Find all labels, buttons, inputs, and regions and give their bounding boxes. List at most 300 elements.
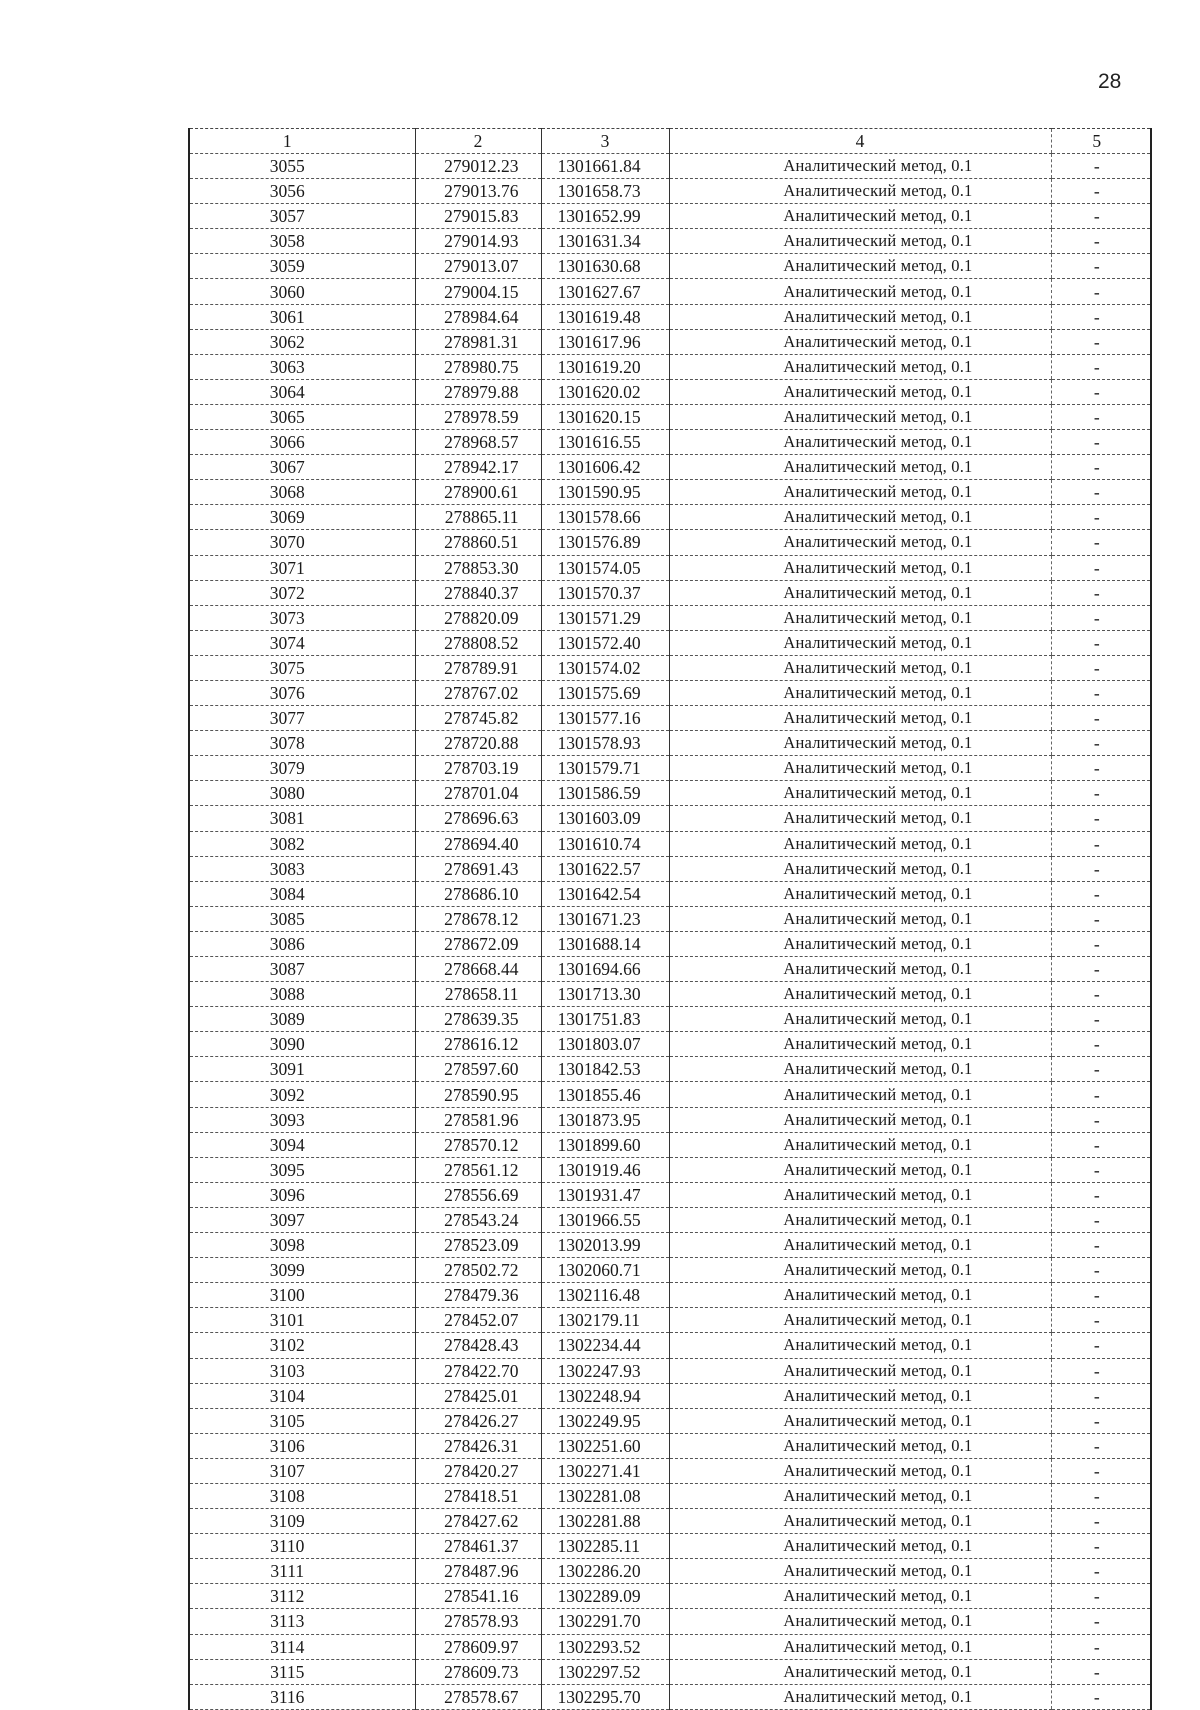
method-cell: Аналитический метод, 0.1 xyxy=(669,179,1051,204)
y-coordinate-cell: 1301966.55 xyxy=(541,1207,669,1232)
y-coordinate-cell: 1302013.99 xyxy=(541,1233,669,1258)
header-col-2: 2 xyxy=(415,129,541,154)
x-coordinate-cell: 278556.69 xyxy=(415,1182,541,1207)
note-cell: - xyxy=(1051,455,1151,480)
y-coordinate-cell: 1301575.69 xyxy=(541,680,669,705)
point-number-cell: 3084 xyxy=(189,881,415,906)
header-col-3: 3 xyxy=(541,129,669,154)
y-coordinate-cell: 1301620.02 xyxy=(541,379,669,404)
x-coordinate-cell: 278696.63 xyxy=(415,806,541,831)
x-coordinate-cell: 278426.31 xyxy=(415,1433,541,1458)
note-cell: - xyxy=(1051,1609,1151,1634)
point-number-cell: 3081 xyxy=(189,806,415,831)
table-row xyxy=(189,1308,1151,1333)
method-cell: Аналитический метод, 0.1 xyxy=(669,1082,1051,1107)
x-coordinate-cell: 279013.76 xyxy=(415,179,541,204)
point-number-cell: 3110 xyxy=(189,1534,415,1559)
note-cell: - xyxy=(1051,204,1151,229)
point-number-cell: 3097 xyxy=(189,1207,415,1232)
method-cell: Аналитический метод, 0.1 xyxy=(669,430,1051,455)
note-cell: - xyxy=(1051,354,1151,379)
table-row xyxy=(189,254,1151,279)
x-coordinate-cell: 278428.43 xyxy=(415,1333,541,1358)
x-coordinate-cell: 278479.36 xyxy=(415,1283,541,1308)
y-coordinate-cell: 1301578.66 xyxy=(541,505,669,530)
point-number-cell: 3113 xyxy=(189,1609,415,1634)
x-coordinate-cell: 278452.07 xyxy=(415,1308,541,1333)
x-coordinate-cell: 279004.15 xyxy=(415,279,541,304)
note-cell: - xyxy=(1051,906,1151,931)
y-coordinate-cell: 1302248.94 xyxy=(541,1383,669,1408)
method-cell: Аналитический метод, 0.1 xyxy=(669,304,1051,329)
x-coordinate-cell: 278487.96 xyxy=(415,1559,541,1584)
note-cell: - xyxy=(1051,505,1151,530)
point-number-cell: 3062 xyxy=(189,329,415,354)
point-number-cell: 3070 xyxy=(189,530,415,555)
point-number-cell: 3083 xyxy=(189,856,415,881)
table-row xyxy=(189,304,1151,329)
y-coordinate-cell: 1302297.52 xyxy=(541,1659,669,1684)
table-row xyxy=(189,1333,1151,1358)
x-coordinate-cell: 278420.27 xyxy=(415,1458,541,1483)
y-coordinate-cell: 1301919.46 xyxy=(541,1157,669,1182)
method-cell: Аналитический метод, 0.1 xyxy=(669,957,1051,982)
method-cell: Аналитический метод, 0.1 xyxy=(669,1007,1051,1032)
table-row xyxy=(189,831,1151,856)
table-row xyxy=(189,1609,1151,1634)
y-coordinate-cell: 1301590.95 xyxy=(541,480,669,505)
method-cell: Аналитический метод, 0.1 xyxy=(669,204,1051,229)
table-row xyxy=(189,1207,1151,1232)
table-row xyxy=(189,455,1151,480)
x-coordinate-cell: 278968.57 xyxy=(415,430,541,455)
point-number-cell: 3116 xyxy=(189,1684,415,1709)
method-cell: Аналитический метод, 0.1 xyxy=(669,530,1051,555)
table-row xyxy=(189,1182,1151,1207)
y-coordinate-cell: 1301574.02 xyxy=(541,655,669,680)
y-coordinate-cell: 1302271.41 xyxy=(541,1458,669,1483)
table-row xyxy=(189,806,1151,831)
table-row xyxy=(189,1634,1151,1659)
y-coordinate-cell: 1301576.89 xyxy=(541,530,669,555)
y-coordinate-cell: 1301570.37 xyxy=(541,580,669,605)
x-coordinate-cell: 278658.11 xyxy=(415,982,541,1007)
page-number: 28 xyxy=(1098,70,1122,93)
table-row xyxy=(189,856,1151,881)
method-cell: Аналитический метод, 0.1 xyxy=(669,655,1051,680)
note-cell: - xyxy=(1051,1007,1151,1032)
method-cell: Аналитический метод, 0.1 xyxy=(669,881,1051,906)
table-row xyxy=(189,680,1151,705)
note-cell: - xyxy=(1051,404,1151,429)
table-row xyxy=(189,505,1151,530)
note-cell: - xyxy=(1051,1684,1151,1709)
method-cell: Аналитический метод, 0.1 xyxy=(669,1458,1051,1483)
table-row xyxy=(189,430,1151,455)
point-number-cell: 3091 xyxy=(189,1057,415,1082)
table-row xyxy=(189,555,1151,580)
method-cell: Аналитический метод, 0.1 xyxy=(669,806,1051,831)
y-coordinate-cell: 1301688.14 xyxy=(541,931,669,956)
x-coordinate-cell: 278426.27 xyxy=(415,1408,541,1433)
point-number-cell: 3072 xyxy=(189,580,415,605)
y-coordinate-cell: 1302249.95 xyxy=(541,1408,669,1433)
method-cell: Аналитический метод, 0.1 xyxy=(669,1684,1051,1709)
header-col-4: 4 xyxy=(669,129,1051,154)
method-cell: Аналитический метод, 0.1 xyxy=(669,279,1051,304)
table-row xyxy=(189,1132,1151,1157)
point-number-cell: 3058 xyxy=(189,229,415,254)
table-row xyxy=(189,1483,1151,1508)
note-cell: - xyxy=(1051,1233,1151,1258)
method-cell: Аналитический метод, 0.1 xyxy=(669,831,1051,856)
y-coordinate-cell: 1301661.84 xyxy=(541,154,669,179)
method-cell: Аналитический метод, 0.1 xyxy=(669,1057,1051,1082)
x-coordinate-cell: 278981.31 xyxy=(415,329,541,354)
note-cell: - xyxy=(1051,731,1151,756)
note-cell: - xyxy=(1051,555,1151,580)
table-row xyxy=(189,1509,1151,1534)
point-number-cell: 3086 xyxy=(189,931,415,956)
y-coordinate-cell: 1302116.48 xyxy=(541,1283,669,1308)
point-number-cell: 3065 xyxy=(189,404,415,429)
y-coordinate-cell: 1301603.09 xyxy=(541,806,669,831)
x-coordinate-cell: 278609.97 xyxy=(415,1634,541,1659)
y-coordinate-cell: 1301931.47 xyxy=(541,1182,669,1207)
x-coordinate-cell: 278860.51 xyxy=(415,530,541,555)
y-coordinate-cell: 1301606.42 xyxy=(541,455,669,480)
method-cell: Аналитический метод, 0.1 xyxy=(669,1283,1051,1308)
method-cell: Аналитический метод, 0.1 xyxy=(669,706,1051,731)
point-number-cell: 3080 xyxy=(189,781,415,806)
note-cell: - xyxy=(1051,580,1151,605)
table-row xyxy=(189,480,1151,505)
point-number-cell: 3073 xyxy=(189,605,415,630)
point-number-cell: 3087 xyxy=(189,957,415,982)
method-cell: Аналитический метод, 0.1 xyxy=(669,1433,1051,1458)
x-coordinate-cell: 278578.67 xyxy=(415,1684,541,1709)
method-cell: Аналитический метод, 0.1 xyxy=(669,555,1051,580)
table-row xyxy=(189,781,1151,806)
table-row xyxy=(189,1258,1151,1283)
table-row xyxy=(189,630,1151,655)
method-cell: Аналитический метод, 0.1 xyxy=(669,505,1051,530)
x-coordinate-cell: 278425.01 xyxy=(415,1383,541,1408)
x-coordinate-cell: 278900.61 xyxy=(415,480,541,505)
point-number-cell: 3067 xyxy=(189,455,415,480)
point-number-cell: 3114 xyxy=(189,1634,415,1659)
table-row xyxy=(189,1383,1151,1408)
x-coordinate-cell: 278942.17 xyxy=(415,455,541,480)
y-coordinate-cell: 1302291.70 xyxy=(541,1609,669,1634)
method-cell: Аналитический метод, 0.1 xyxy=(669,630,1051,655)
point-number-cell: 3096 xyxy=(189,1182,415,1207)
y-coordinate-cell: 1301803.07 xyxy=(541,1032,669,1057)
method-cell: Аналитический метод, 0.1 xyxy=(669,931,1051,956)
y-coordinate-cell: 1301616.55 xyxy=(541,430,669,455)
point-number-cell: 3085 xyxy=(189,906,415,931)
table-row xyxy=(189,329,1151,354)
x-coordinate-cell: 278820.09 xyxy=(415,605,541,630)
x-coordinate-cell: 278767.02 xyxy=(415,680,541,705)
x-coordinate-cell: 278703.19 xyxy=(415,756,541,781)
y-coordinate-cell: 1302247.93 xyxy=(541,1358,669,1383)
point-number-cell: 3108 xyxy=(189,1483,415,1508)
x-coordinate-cell: 278686.10 xyxy=(415,881,541,906)
x-coordinate-cell: 278639.35 xyxy=(415,1007,541,1032)
method-cell: Аналитический метод, 0.1 xyxy=(669,1132,1051,1157)
x-coordinate-cell: 278543.24 xyxy=(415,1207,541,1232)
y-coordinate-cell: 1301694.66 xyxy=(541,957,669,982)
point-number-cell: 3063 xyxy=(189,354,415,379)
table-row xyxy=(189,379,1151,404)
table-row xyxy=(189,1007,1151,1032)
method-cell: Аналитический метод, 0.1 xyxy=(669,781,1051,806)
method-cell: Аналитический метод, 0.1 xyxy=(669,1584,1051,1609)
table-row xyxy=(189,1458,1151,1483)
x-coordinate-cell: 278720.88 xyxy=(415,731,541,756)
x-coordinate-cell: 278609.73 xyxy=(415,1659,541,1684)
note-cell: - xyxy=(1051,806,1151,831)
x-coordinate-cell: 278808.52 xyxy=(415,630,541,655)
note-cell: - xyxy=(1051,279,1151,304)
method-cell: Аналитический метод, 0.1 xyxy=(669,1534,1051,1559)
method-cell: Аналитический метод, 0.1 xyxy=(669,605,1051,630)
point-number-cell: 3109 xyxy=(189,1509,415,1534)
method-cell: Аналитический метод, 0.1 xyxy=(669,229,1051,254)
point-number-cell: 3089 xyxy=(189,1007,415,1032)
point-number-cell: 3103 xyxy=(189,1358,415,1383)
y-coordinate-cell: 1302234.44 xyxy=(541,1333,669,1358)
method-cell: Аналитический метод, 0.1 xyxy=(669,1308,1051,1333)
method-cell: Аналитический метод, 0.1 xyxy=(669,1182,1051,1207)
y-coordinate-cell: 1301574.05 xyxy=(541,555,669,580)
note-cell: - xyxy=(1051,1107,1151,1132)
note-cell: - xyxy=(1051,706,1151,731)
method-cell: Аналитический метод, 0.1 xyxy=(669,1258,1051,1283)
x-coordinate-cell: 278541.16 xyxy=(415,1584,541,1609)
note-cell: - xyxy=(1051,982,1151,1007)
x-coordinate-cell: 278590.95 xyxy=(415,1082,541,1107)
x-coordinate-cell: 278980.75 xyxy=(415,354,541,379)
note-cell: - xyxy=(1051,1634,1151,1659)
note-cell: - xyxy=(1051,329,1151,354)
y-coordinate-cell: 1302289.09 xyxy=(541,1584,669,1609)
table-row xyxy=(189,530,1151,555)
x-coordinate-cell: 278427.62 xyxy=(415,1509,541,1534)
x-coordinate-cell: 278840.37 xyxy=(415,580,541,605)
y-coordinate-cell: 1301571.29 xyxy=(541,605,669,630)
method-cell: Аналитический метод, 0.1 xyxy=(669,1333,1051,1358)
table-row xyxy=(189,179,1151,204)
note-cell: - xyxy=(1051,1433,1151,1458)
x-coordinate-cell: 278561.12 xyxy=(415,1157,541,1182)
point-number-cell: 3061 xyxy=(189,304,415,329)
note-cell: - xyxy=(1051,1032,1151,1057)
note-cell: - xyxy=(1051,1659,1151,1684)
y-coordinate-cell: 1302295.70 xyxy=(541,1684,669,1709)
point-number-cell: 3099 xyxy=(189,1258,415,1283)
point-number-cell: 3094 xyxy=(189,1132,415,1157)
table-row xyxy=(189,906,1151,931)
method-cell: Аналитический метод, 0.1 xyxy=(669,354,1051,379)
x-coordinate-cell: 278502.72 xyxy=(415,1258,541,1283)
method-cell: Аналитический метод, 0.1 xyxy=(669,1509,1051,1534)
table-row xyxy=(189,1659,1151,1684)
y-coordinate-cell: 1301899.60 xyxy=(541,1132,669,1157)
point-number-cell: 3059 xyxy=(189,254,415,279)
point-number-cell: 3093 xyxy=(189,1107,415,1132)
note-cell: - xyxy=(1051,630,1151,655)
x-coordinate-cell: 278672.09 xyxy=(415,931,541,956)
note-cell: - xyxy=(1051,1157,1151,1182)
table-row xyxy=(189,605,1151,630)
y-coordinate-cell: 1301713.30 xyxy=(541,982,669,1007)
point-number-cell: 3105 xyxy=(189,1408,415,1433)
table-row xyxy=(189,655,1151,680)
point-number-cell: 3068 xyxy=(189,480,415,505)
method-cell: Аналитический метод, 0.1 xyxy=(669,404,1051,429)
table-row xyxy=(189,881,1151,906)
note-cell: - xyxy=(1051,179,1151,204)
x-coordinate-cell: 278616.12 xyxy=(415,1032,541,1057)
y-coordinate-cell: 1301579.71 xyxy=(541,756,669,781)
note-cell: - xyxy=(1051,1132,1151,1157)
table-row xyxy=(189,706,1151,731)
point-number-cell: 3102 xyxy=(189,1333,415,1358)
note-cell: - xyxy=(1051,881,1151,906)
note-cell: - xyxy=(1051,1559,1151,1584)
method-cell: Аналитический метод, 0.1 xyxy=(669,731,1051,756)
note-cell: - xyxy=(1051,1258,1151,1283)
table-row xyxy=(189,1057,1151,1082)
note-cell: - xyxy=(1051,1333,1151,1358)
note-cell: - xyxy=(1051,154,1151,179)
point-number-cell: 3075 xyxy=(189,655,415,680)
y-coordinate-cell: 1302179.11 xyxy=(541,1308,669,1333)
y-coordinate-cell: 1301652.99 xyxy=(541,204,669,229)
y-coordinate-cell: 1301630.68 xyxy=(541,254,669,279)
y-coordinate-cell: 1301671.23 xyxy=(541,906,669,931)
note-cell: - xyxy=(1051,430,1151,455)
note-cell: - xyxy=(1051,304,1151,329)
x-coordinate-cell: 279012.23 xyxy=(415,154,541,179)
x-coordinate-cell: 278701.04 xyxy=(415,781,541,806)
point-number-cell: 3056 xyxy=(189,179,415,204)
point-number-cell: 3069 xyxy=(189,505,415,530)
y-coordinate-cell: 1301617.96 xyxy=(541,329,669,354)
note-cell: - xyxy=(1051,957,1151,982)
method-cell: Аналитический метод, 0.1 xyxy=(669,680,1051,705)
x-coordinate-cell: 278422.70 xyxy=(415,1358,541,1383)
coordinates-table-container xyxy=(188,128,1150,1710)
table-row xyxy=(189,1283,1151,1308)
x-coordinate-cell: 278789.91 xyxy=(415,655,541,680)
x-coordinate-cell: 278984.64 xyxy=(415,304,541,329)
y-coordinate-cell: 1302293.52 xyxy=(541,1634,669,1659)
y-coordinate-cell: 1301622.57 xyxy=(541,856,669,881)
y-coordinate-cell: 1301577.16 xyxy=(541,706,669,731)
point-number-cell: 3106 xyxy=(189,1433,415,1458)
y-coordinate-cell: 1301619.48 xyxy=(541,304,669,329)
table-row xyxy=(189,1032,1151,1057)
point-number-cell: 3057 xyxy=(189,204,415,229)
point-number-cell: 3077 xyxy=(189,706,415,731)
note-cell: - xyxy=(1051,605,1151,630)
table-row xyxy=(189,731,1151,756)
method-cell: Аналитический метод, 0.1 xyxy=(669,379,1051,404)
table-row xyxy=(189,1082,1151,1107)
note-cell: - xyxy=(1051,1207,1151,1232)
note-cell: - xyxy=(1051,1408,1151,1433)
method-cell: Аналитический метод, 0.1 xyxy=(669,1383,1051,1408)
x-coordinate-cell: 278578.93 xyxy=(415,1609,541,1634)
note-cell: - xyxy=(1051,1308,1151,1333)
table-row xyxy=(189,1107,1151,1132)
x-coordinate-cell: 278979.88 xyxy=(415,379,541,404)
note-cell: - xyxy=(1051,1509,1151,1534)
x-coordinate-cell: 278668.44 xyxy=(415,957,541,982)
x-coordinate-cell: 279013.07 xyxy=(415,254,541,279)
x-coordinate-cell: 279014.93 xyxy=(415,229,541,254)
table-row xyxy=(189,154,1151,179)
x-coordinate-cell: 278523.09 xyxy=(415,1233,541,1258)
point-number-cell: 3060 xyxy=(189,279,415,304)
method-cell: Аналитический метод, 0.1 xyxy=(669,1032,1051,1057)
point-number-cell: 3115 xyxy=(189,1659,415,1684)
note-cell: - xyxy=(1051,254,1151,279)
point-number-cell: 3082 xyxy=(189,831,415,856)
table-row xyxy=(189,1358,1151,1383)
x-coordinate-cell: 278694.40 xyxy=(415,831,541,856)
table-row xyxy=(189,580,1151,605)
table-body xyxy=(189,154,1151,1710)
note-cell: - xyxy=(1051,781,1151,806)
method-cell: Аналитический метод, 0.1 xyxy=(669,254,1051,279)
header-col-5: 5 xyxy=(1051,129,1151,154)
note-cell: - xyxy=(1051,1283,1151,1308)
header-col-1: 1 xyxy=(189,129,415,154)
table-row xyxy=(189,1559,1151,1584)
note-cell: - xyxy=(1051,1358,1151,1383)
method-cell: Аналитический метод, 0.1 xyxy=(669,1659,1051,1684)
point-number-cell: 3112 xyxy=(189,1584,415,1609)
table-row xyxy=(189,1433,1151,1458)
x-coordinate-cell: 278745.82 xyxy=(415,706,541,731)
y-coordinate-cell: 1301751.83 xyxy=(541,1007,669,1032)
table-row xyxy=(189,279,1151,304)
y-coordinate-cell: 1301572.40 xyxy=(541,630,669,655)
point-number-cell: 3076 xyxy=(189,680,415,705)
table-row xyxy=(189,957,1151,982)
x-coordinate-cell: 278418.51 xyxy=(415,1483,541,1508)
point-number-cell: 3101 xyxy=(189,1308,415,1333)
x-coordinate-cell: 278865.11 xyxy=(415,505,541,530)
method-cell: Аналитический метод, 0.1 xyxy=(669,1107,1051,1132)
method-cell: Аналитический метод, 0.1 xyxy=(669,906,1051,931)
point-number-cell: 3107 xyxy=(189,1458,415,1483)
y-coordinate-cell: 1301855.46 xyxy=(541,1082,669,1107)
table-row xyxy=(189,1233,1151,1258)
x-coordinate-cell: 278581.96 xyxy=(415,1107,541,1132)
note-cell: - xyxy=(1051,1483,1151,1508)
note-cell: - xyxy=(1051,1182,1151,1207)
y-coordinate-cell: 1301620.15 xyxy=(541,404,669,429)
note-cell: - xyxy=(1051,1057,1151,1082)
x-coordinate-cell: 278461.37 xyxy=(415,1534,541,1559)
method-cell: Аналитический метод, 0.1 xyxy=(669,1559,1051,1584)
point-number-cell: 3111 xyxy=(189,1559,415,1584)
